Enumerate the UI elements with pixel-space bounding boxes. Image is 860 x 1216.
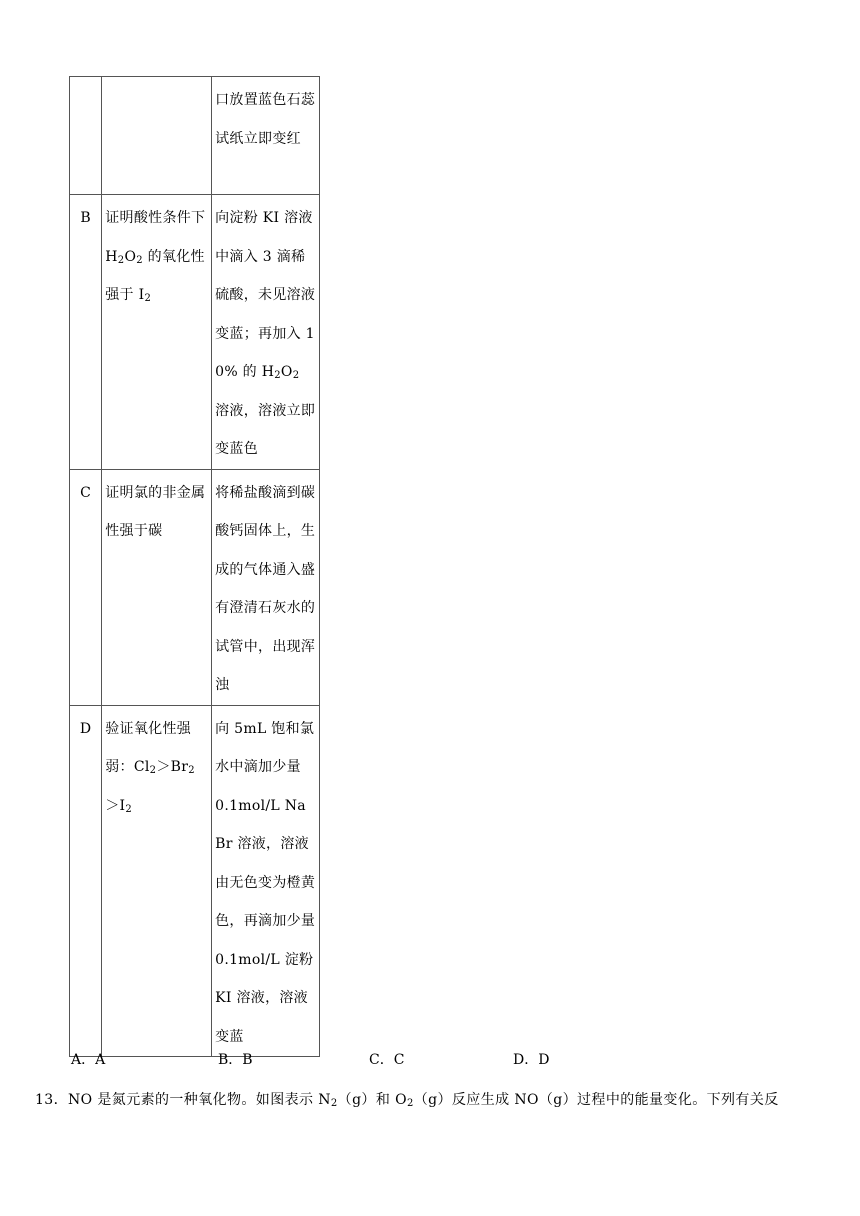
question-13-text: 13．NO 是氮元素的一种氧化物。如图表示 $N_2(g)$和 $O_2(g)$反应生成 NO（g）过程中的能量变化。下列有关反 — [35, 1092, 779, 1109]
purpose-cell: 验证氧化性强弱：$Cl_2>Br_2>I_2$ — [102, 705, 212, 1057]
row-label: B — [70, 195, 102, 470]
operation-cell: 向淀粉 KI 溶液中滴入 3 滴稀硫酸，未见溶液变蓝；再加入 10% 的 $H_2O_2$ 溶液，溶液立即变蓝色 — [212, 195, 320, 470]
purpose-cell: 证明酸性条件下 $H_2O_2$ 的氧化性强于 $I_2$ — [102, 195, 212, 470]
table-row — [70, 469, 320, 705]
row-label — [70, 77, 102, 195]
purpose-cell — [102, 77, 212, 195]
option-b[interactable]: B．B — [218, 1052, 253, 1068]
option-d[interactable]: D．D — [513, 1052, 550, 1068]
option-a[interactable]: A．A — [71, 1052, 106, 1068]
purpose-cell: 证明氯的非金属性强于碳 — [102, 469, 212, 705]
row-label: C — [70, 469, 102, 705]
table-row — [70, 705, 320, 1057]
operation-cell: 将稀盐酸滴到碳酸钙固体上，生成的气体通入盛有澄清石灰水的试管中，出现浑浊 — [212, 469, 320, 705]
table-row — [70, 77, 320, 195]
row-label: D — [70, 705, 102, 1057]
experiment-table — [69, 76, 320, 1057]
operation-cell: 向 5mL 饱和氯水中滴加少量 0.1mol/L NaBr 溶液，溶液由无色变为橙黄色，再滴加少量 0.1mol/L 淀粉 KI 溶液，溶液变蓝 — [212, 705, 320, 1057]
table-row — [70, 195, 320, 470]
option-c[interactable]: C．C — [369, 1052, 405, 1068]
operation-cell: 口放置蓝色石蕊试纸立即变红 — [212, 77, 320, 195]
